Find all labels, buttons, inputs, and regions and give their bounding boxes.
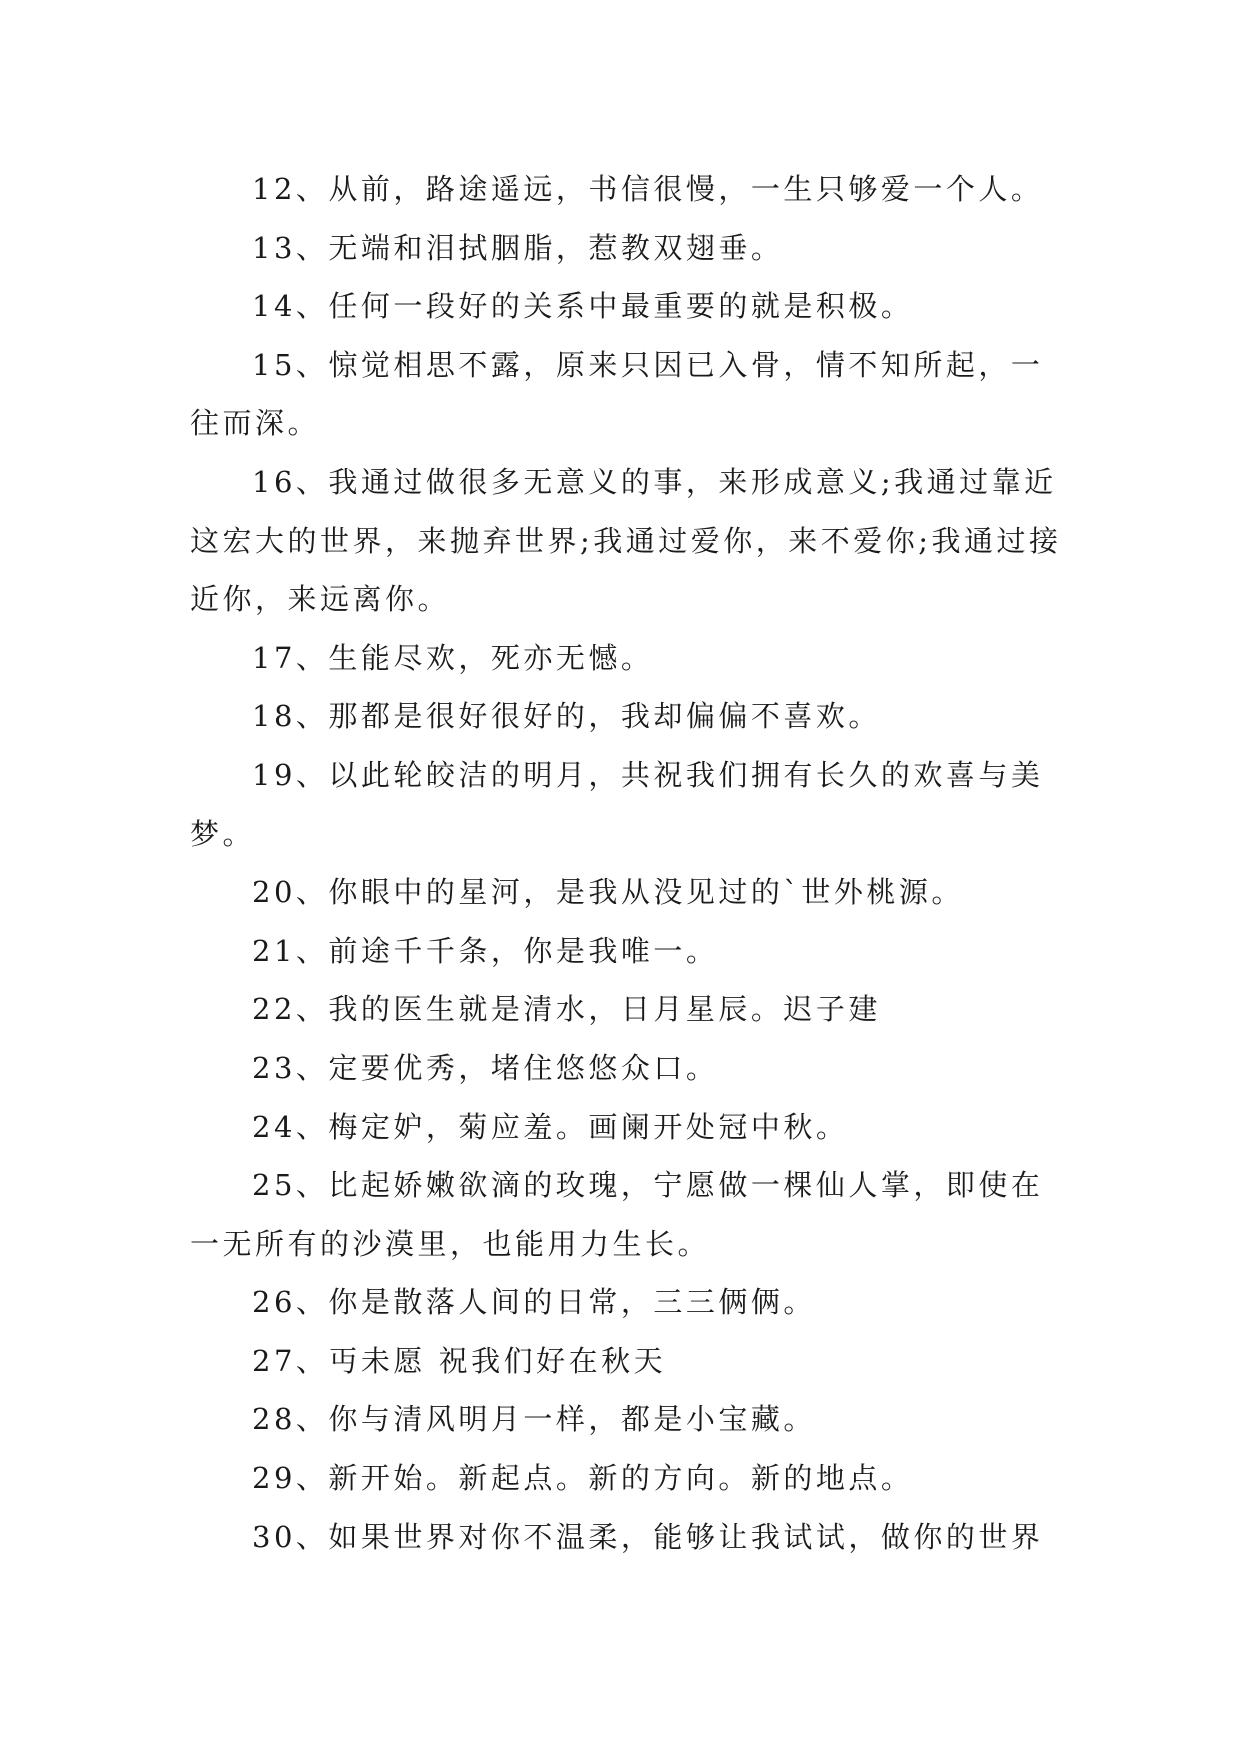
paragraph-30: 30、如果世界对你不温柔，能够让我试试，做你的世界: [252, 1519, 1044, 1554]
paragraph-18: 18、那都是很好很好的，我却偏偏不喜欢。: [252, 699, 881, 734]
paragraph-14: 14、任何一段好的关系中最重要的就是积极。: [252, 289, 914, 324]
paragraph-23: 23、定要优秀，堵住悠悠众口。: [252, 1050, 719, 1085]
paragraph-12: 12、从前，路途遥远，书信很慢，一生只够爱一个人。: [252, 172, 1044, 206]
paragraph-17: 17、生能尽欢，死亦无憾。: [252, 640, 654, 675]
paragraph-15: 15、惊觉相思不露，原来只因已入骨，情不知所起，一往而深。: [190, 347, 1044, 441]
paragraph-20: 20、你眼中的星河，是我从没见过的`世外桃源。: [252, 875, 964, 910]
paragraph-26: 26、你是散落人间的日常，三三俩俩。: [252, 1285, 816, 1320]
paragraph-28: 28、你与清风明月一样，都是小宝藏。: [252, 1402, 816, 1437]
paragraph-25: 25、比起娇嫩欲滴的玫瑰，宁愿做一棵仙人掌，即使在一无所有的沙漠里，也能用力生长。: [190, 1168, 1044, 1261]
paragraph-24: 24、梅定妒，菊应羞。画阑开处冠中秋。: [252, 1109, 849, 1144]
paragraph-27: 27、丏未愿 祝我们好在秋天: [252, 1343, 667, 1378]
paragraph-22: 22、我的医生就是清水，日月星辰。迟子建: [252, 992, 881, 1027]
paragraph-19: 19、以此轮皎洁的明月，共祝我们拥有长久的欢喜与美梦。: [190, 757, 1044, 851]
paragraph-29: 29、新开始。新起点。新的方向。新的地点。: [252, 1461, 914, 1496]
paragraph-13: 13、无端和泪拭胭脂，惹教双翅垂。: [252, 230, 784, 265]
document-body: [190, 160, 1065, 1566]
paragraph-16: 16、我通过做很多无意义的事，来形成意义;我通过靠近这宏大的世界，来抛弃世界;我通过爱你，来不爱你;我通过接近你，来远离你。: [190, 464, 1062, 617]
paragraph-21: 21、前途千千条，你是我唯一。: [252, 933, 719, 968]
